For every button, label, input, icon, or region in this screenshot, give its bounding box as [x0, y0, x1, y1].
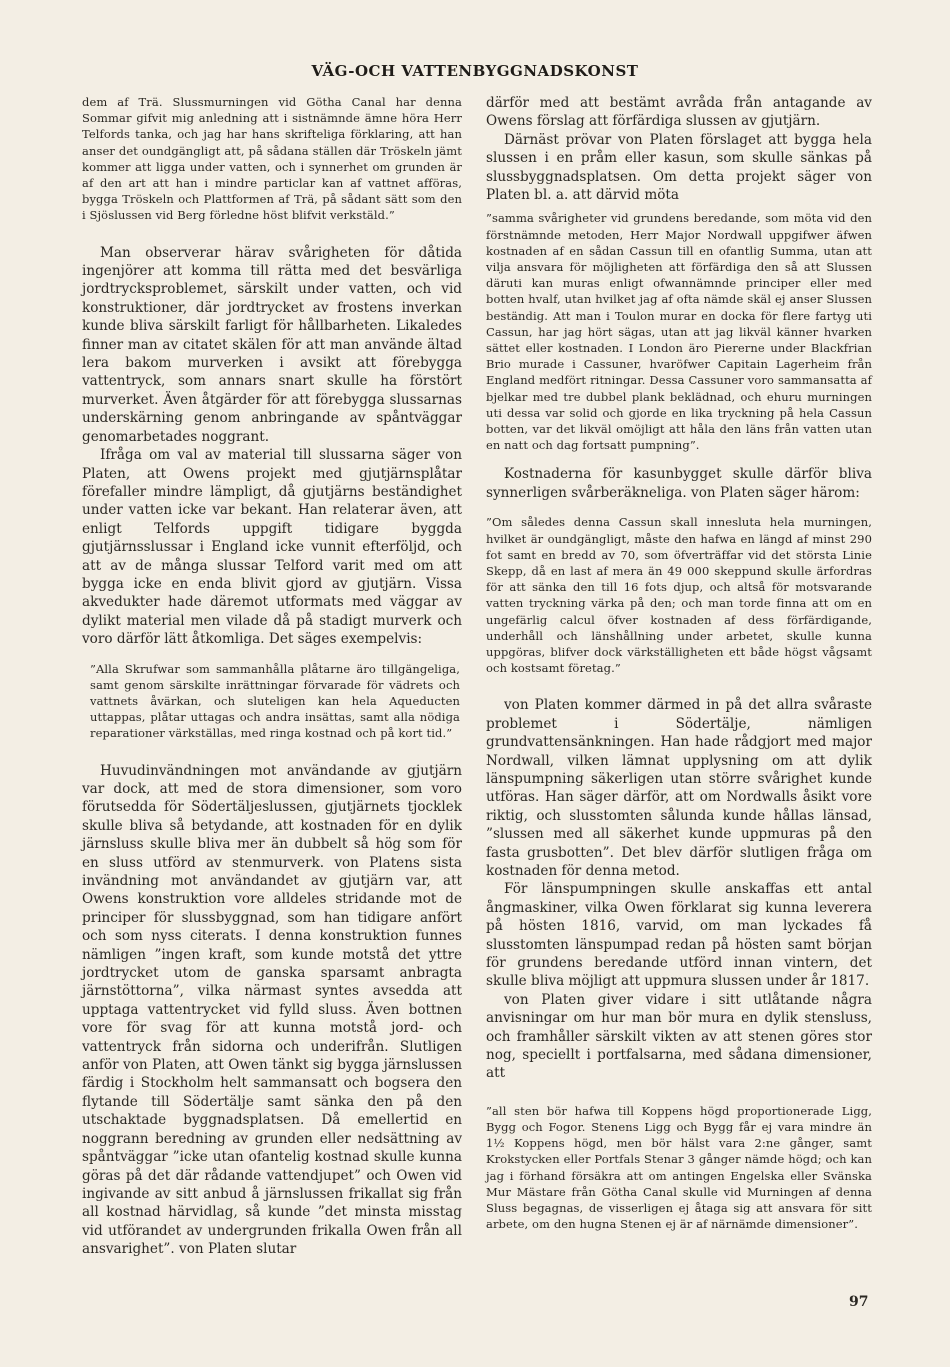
quote-paragraph: ”Alla Skrufwar som sammanhålla plåtarne äro tillgängeliga, samt genom särskilte inrättningar förvarade för vädrets och vattnets åvärkan, och sluteligen kan hela Aqueducten uttappas, plåtar uttagas och andra insättas, samt alla nödiga reparationer värkställas, med ringa kostnad och på kort tid.” — [90, 661, 460, 741]
quote-paragraph: dem af Trä. Slussmurningen vid Götha Canal har denna Sommar gifvit mig anledning att i sistnämnde ämne höra Herr Telfords tanka, och jag har hans skrifteliga förklaring, att han anser det oundgängligt att, på sådana ställen där Tröskeln jämt kommer att ligga under vatten, och i synnerhet om grunden är af den art att han i mindre particlar kan af vattnet afföras, bygga Tröskeln och Plattformen af Trä, på sådant sätt som den i Sjöslussen vid Berg förledne höst blifvit verkstäld.” — [82, 95, 462, 223]
body-paragraph: von Platen kommer därmed in på det allra svåraste problemet i Södertälje, nämligen grundvattensänkningen. Han hade rådgjort med major Nordwall, vilken lämnat upplysning om att dylik länspumpning säkerligen utan större svårighet kunde utföras. Han säger därför, att om Nordwalls åsikt vore riktig, och slusstomten sålunda kunde hållas länsad, ”slussen med all säkerhet kunde uppmuras på den fasta grusbotten”. Det blev därför slutligen fråga om kostnaden för denna metod. — [486, 697, 872, 879]
running-header: VÄG-OCH VATTENBYGGNADSKONST — [311, 62, 639, 80]
body-paragraph: Därnäst prövar von Platen förslaget att bygga hela slussen i en pråm eller kasun, som skulle sänkas på slussbyggnadsplatsen. Om detta projekt säger von Platen bl. a. att därvid möta — [486, 131, 872, 204]
body-paragraph: därför med att bestämt avråda från antagande av Owens förslag att förfärdiga slussen av gjutjärn. — [486, 95, 872, 130]
right-column — [486, 94, 872, 1232]
body-paragraph: För länspumpningen skulle anskaffas ett antal ångmaskiner, vilka Owen förklarat sig kunna leverera på hösten 1816, varvid, om man lyckades få slusstomten länspumpad redan på hösten samt början för grundens beredande utförd innan vintern, det skulle bliva möjligt att uppmura slussen under år 1817. — [486, 881, 872, 990]
body-paragraph: Huvudinvändningen mot användande av gjutjärn var dock, att med de stora dimensioner, som voro förutsedda för Södertäljeslussen, gjutjärnets tjocklek skulle bliva så betydande, att kostnaden för en dylik järnsluss skulle bliva mer än dubbelt så hög som för en sluss utförd av stenmurverk. von Platens sista invändning mot användandet av gjutjärn var, att Owens konstruktion vore alldeles stridande mot de principer för slussbyggnad, som han tidigare anfört och som nyss citerats. I denna konstruktion funnes nämligen ”ingen kraft, som kunde motstå det yttre jordtrycket utom de ganska sparsamt anbragta järnstöttorna”, vilka närmast syntes avsedda att upptaga vattentrycket vid fylld sluss. Även bottnen vore för svag för att kunna motstå jord- och vattentryck från sidorna och underifrån. Slutligen anför von Platen, att Owen tänkt sig bygga järnslussen färdig i Stockholm helt sammansatt och bogsera den flytande till Södertälje samt sänka den på den utschaktade byggnadsplatsen. Då emellertid en noggrann beredning av grunden eller nedsättning av spåntväggar ”icke utan ofantelig kostnad skulle kunna göras på det där rådande vattendjupet” och Owen vid ingivande av sitt anbud å järnslussen frikallat sig från all kostnad härvidlag, så kunde ”det minsta misstag vid utförandet av undergrunden frikalla Owen från all ansvarighet”. von Platen slutar — [82, 762, 462, 1258]
body-paragraph: von Platen giver vidare i sitt utlåtande några anvisningar om hur man bör mura en dylik stensluss, och framhåller särskilt vikten av att stenen göres stor nog, speciellt i portfalsarna, med sådana dimensioner, att — [486, 991, 872, 1082]
quote-paragraph: ”all sten bör hafwa till Koppens högd proportionerade Ligg, Bygg och Fogor. Stenens Ligg och Bygg får ej vara mindre än 1½ Koppens högd, men bör hälst vara 2:ne gånger, samt Krokstycken eller Portfals Stenar 3 gånger nämde högd; och kan jag i förhand försäkra att om antingen Engelska eller Svänska Mur Mästare från Götha Canal skulle vid Murningen af denna Sluss begagnas, de visserligen ej åtaga sig att ansvara för sitt arbete, om den hugna Stenen ej är af närnämde dimensioner”. — [486, 1103, 872, 1232]
left-column — [82, 94, 462, 1259]
body-paragraph: Man observerar härav svårigheten för dåtida ingenjörer att komma till rätta med det besvärliga jordtrycksproblemet, särskilt under vatten, och vid konstruktioner, där jordtrycket av frostens inverkan kunde bliva särskilt farligt för hållbarheten. Likaledes finner man av citatet skälen för att man använde ältad lera bakom murverken i avsikt att förebygga vattentryck, som annars snart skulle ha förstört murverket. Även åtgärder för att förebygga slussarnas underskärning genom anbringande av spåntväggar genomarbetades noggrant. — [82, 244, 462, 445]
body-paragraph: Ifråga om val av material till slussarna säger von Platen, att Owens projekt med gjutjärnsplåtar förefaller mindre lämpligt, då gjutjärns beständighet under vatten icke var bekant. Han relaterar även, att enligt Telfords uppgift tidigare byggda gjutjärnsslussar i England icke vunnit efterföljd, och att av de många slussar Telford varit med om att bygga icke en enda blivit gjord av gjutjärn. Vissa akvedukter hade däremot utformats med väggar av dylikt material men vilade då på stadigt murverk och voro därför lätt åtkomliga. Det säges exempelvis: — [82, 447, 462, 648]
quote-paragraph: ”samma svårigheter vid grundens beredande, som möta vid den förstnämnde metoden, Herr Major Nordwall uppgifwer äfwen kostnaden af en sådan Cassun till en ofantlig Summa, utan att vilja ansvara för möjligheten att förfärdiga den så att Slussen däruti kan muras enligt ofwannämnde principer eller med botten hvalf, utan hvilket jag af ofta nämde skäl ej anser Slussen beständig. Att man i Toulon murar en docka för flere fartyg uti Cassun, har jag hört sägas, utan att jag likväl känner hvarken sättet eller kostnaden. I London äro Piererne under Blackfrian Brio murade i Cassuner, hvaröfwer Capitain Lagerheim från England medfört ritningar. Dessa Cassuner voro sammansatta af bjelkar med tre dubbel plank beklädnad, och ehuru murningen uti dessa var solid och gjorde en lika tryckning på hela Cassun botten, var det likväl omöjligt att håla den läns från vatten utan en natt och dag fortsatt pumpning”. — [486, 211, 872, 453]
quote-paragraph: ”Om således denna Cassun skall innesluta hela murningen, hvilket är oundgängligt, måste den hafwa en längd af minst 290 fot samt en bredd av 70, som öfverträffar vid det största Linie Skepp, då en last af mera än 49 000 skeppund skulle ärfordras för att sänka den till 16 fots djup, och altså för motsvarande vatten tryckning värka på den; och man torde finna att om en ungefärlig calcul öfver kostnaden af dess förfärdigande, underhåll och länshållning under arbetet, skulle kunna uppgöras, blifver dock värkställigheten ett både högst vågsamt och kostsamt företag.” — [486, 515, 872, 676]
page-number: 97 — [849, 1294, 869, 1310]
body-paragraph: Kostnaderna för kasunbygget skulle därför bliva synnerligen svårberäkneliga. von Platen säger härom: — [486, 466, 872, 501]
